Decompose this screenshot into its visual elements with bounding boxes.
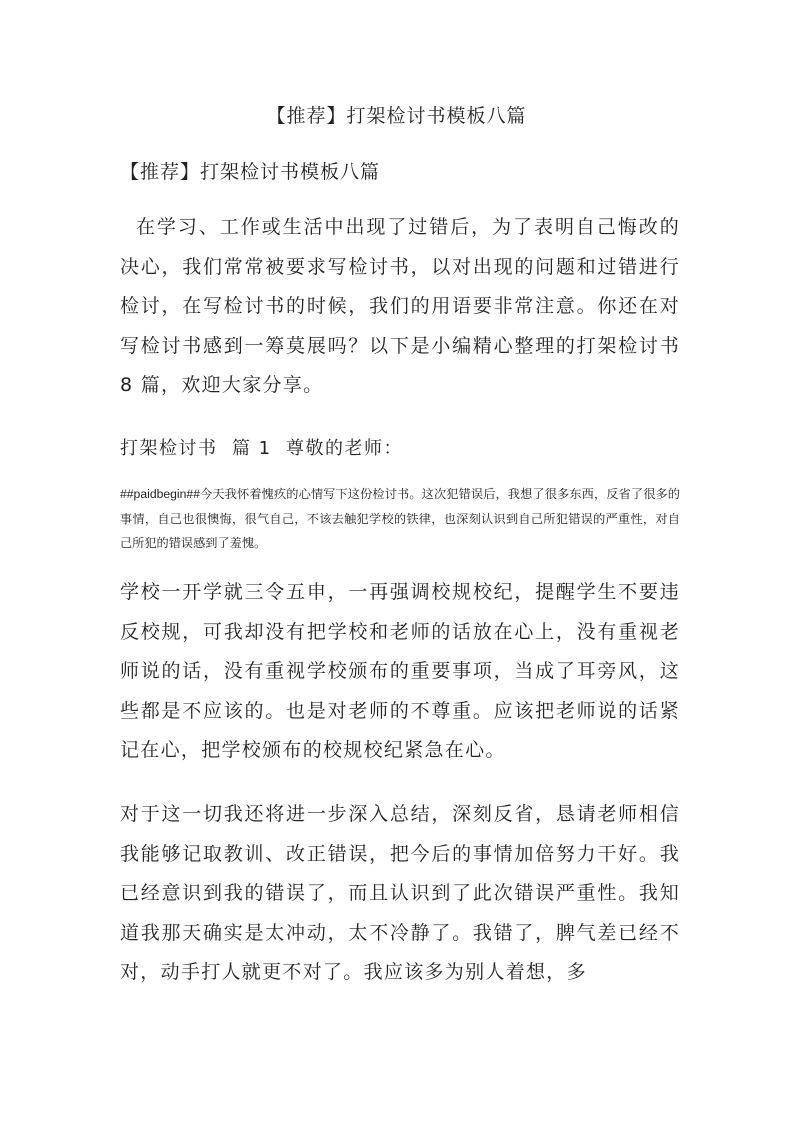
small-paragraph bbox=[120, 482, 680, 556]
document-title: 【推荐】打架检讨书模板八篇 bbox=[266, 105, 527, 127]
small-paragraph-text: 今天我怀着愧疚的心情写下这份检讨书。这次犯错误后，我想了很多东西，反省了很多的事情，自己也很懊悔，很气自己，不该去触犯学校的铁律，也深刻认识到自己所犯错误的严重性，对自己所犯的错误感到了羞愧。 bbox=[120, 487, 680, 550]
intro-paragraph: 在学习、工作或生活中出现了过错后，为了表明自己悔改的决心，我们常常被要求写检讨书，以对出现的问题和过错进行检讨，在写检讨书的时候，我们的用语要非常注意。你还在对写检讨书感到一筹莫展吗？以下是小编精心整理的打架检讨书 8 篇，欢迎大家分享。 bbox=[120, 216, 680, 396]
section-heading: 打架检讨书 篇 1 尊敬的老师： bbox=[120, 438, 404, 459]
body-paragraph-3: 对于这一切我还将进一步深入总结，深刻反省，恳请老师相信我能够记取教训、改正错误，把今后的事情加倍努力干好。我已经意识到我的错误了，而且认识到了此次错误严重性。我知道我那天确实是太冲动，太不冷静了。我错了，脾气差已经不对，动手打人就更不对了。我应该多为别人着想，多 bbox=[120, 803, 680, 983]
paid-marker: ##paidbegin## bbox=[120, 487, 200, 501]
body-paragraph-2: 学校一开学就三令五申，一再强调校规校纪，提醒学生不要违反校规，可我却没有把学校和老师的话放在心上，没有重视老师说的话，没有重视学校颁布的重要事项，当成了耳旁风，这些都是不应该的。也是对老师的不尊重。应该把老师说的话紧记在心，把学校颁布的校规校纪紧急在心。 bbox=[120, 581, 680, 761]
document-subtitle: 【推荐】打架检讨书模板八篇 bbox=[120, 161, 381, 183]
